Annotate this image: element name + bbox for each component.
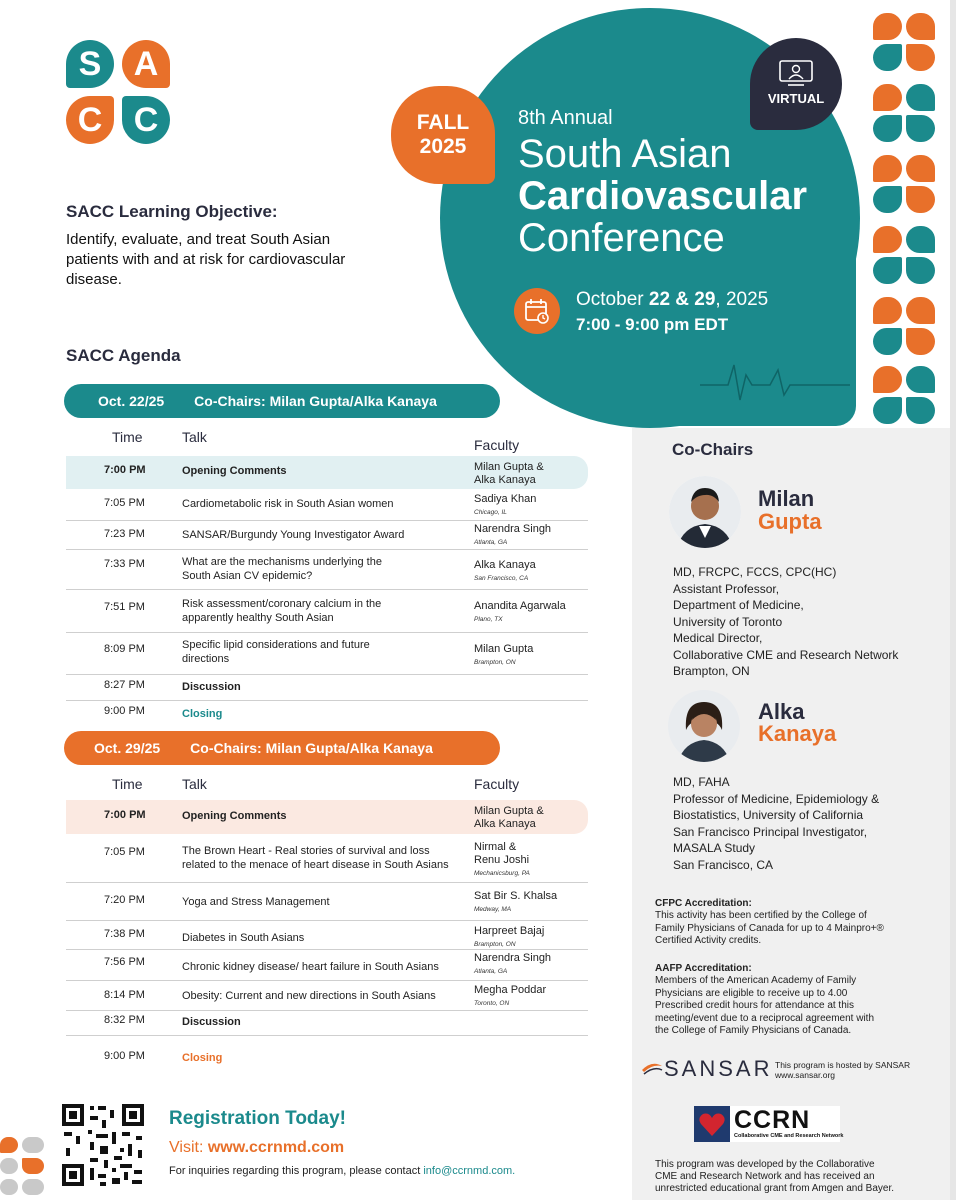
- email-link[interactable]: info@ccrnmd.com.: [423, 1165, 516, 1177]
- day1-time-header: Time: [112, 429, 143, 445]
- badge-season: FALL: [416, 111, 470, 134]
- row-time: 7:20 PM: [104, 894, 145, 906]
- bio-line: University of Toronto: [673, 614, 783, 629]
- row-talk: Diabetes in South Asians: [182, 932, 305, 944]
- sansar-note: [775, 1060, 910, 1080]
- aafp-line: Members of the American Academy of Family: [655, 975, 857, 987]
- cfpc-title: CFPC Accreditation:: [655, 898, 752, 909]
- row-faculty: [474, 559, 584, 585]
- aafp-accreditation: [655, 963, 945, 1037]
- aafp-title: AAFP Accreditation:: [655, 963, 752, 974]
- table-row: [66, 800, 588, 834]
- day1-talk-header: Talk: [182, 429, 207, 445]
- aafp-line: the College of Family Physicians of Canada.: [655, 1025, 852, 1037]
- faculty-name: Milan Gupta &: [474, 805, 544, 817]
- registration-link[interactable]: www.ccrnmd.com: [207, 1139, 345, 1156]
- row-time: 7:23 PM: [104, 528, 145, 540]
- registration-heading: Registration Today!: [169, 1108, 346, 1129]
- row-time: 7:51 PM: [104, 601, 145, 613]
- talk-line: South Asian CV epidemic?: [182, 570, 313, 582]
- day2-talk-header: Talk: [182, 776, 207, 792]
- row-time: 9:00 PM: [104, 705, 145, 717]
- ccrn-line: This program was developed by the Collaborative: [655, 1159, 875, 1170]
- talk-line: Specific lipid considerations and future: [182, 639, 370, 651]
- sansar-logo-text: SANSAR: [664, 1056, 773, 1081]
- faculty-location: Brampton, ON: [474, 941, 516, 948]
- day2-header: [64, 731, 500, 765]
- table-row: [66, 1048, 588, 1070]
- cfpc-accreditation: [655, 898, 945, 948]
- faculty-name: Renu Joshi: [474, 854, 530, 866]
- row-faculty: [474, 805, 584, 831]
- row-talk: Closing: [182, 708, 223, 720]
- row-talk: [182, 555, 462, 583]
- logo-tile-a: [122, 40, 170, 88]
- row-time: 7:00 PM: [104, 809, 146, 821]
- row-time: 7:05 PM: [104, 497, 145, 509]
- table-row: [66, 835, 588, 883]
- registration-visit: [169, 1139, 344, 1157]
- bio-line: Collaborative CME and Research Network: [673, 647, 899, 662]
- talk-line: Risk assessment/coronary calcium in the: [182, 598, 382, 610]
- cochairs-heading: Co-Chairs: [672, 440, 754, 459]
- conference-edition: 8th Annual: [518, 107, 613, 129]
- row-faculty: [474, 643, 584, 669]
- cochair-last-name: Kanaya: [758, 721, 837, 746]
- agenda-heading: SACC Agenda: [66, 346, 181, 365]
- faculty-name: Harpreet Bajaj: [474, 925, 545, 937]
- faculty-name: Narendra Singh: [474, 523, 552, 535]
- row-time: 8:32 PM: [104, 1014, 145, 1026]
- talk-line: related to the menace of heart disease in South Asians: [182, 859, 449, 871]
- cochair-bio: [673, 564, 898, 680]
- day1-date: Oct. 22/25: [98, 393, 165, 409]
- bio-line: Department of Medicine,: [673, 598, 804, 612]
- day1-header: [64, 384, 500, 418]
- row-time: 8:27 PM: [104, 679, 145, 691]
- date-days: 22 & 29: [648, 289, 716, 310]
- day2-faculty-header: Faculty: [474, 776, 520, 792]
- faculty-name: Alka Kanaya: [474, 818, 536, 830]
- row-faculty: [474, 984, 584, 1010]
- cochair-last-name: Gupta: [758, 509, 822, 534]
- row-talk: [182, 597, 462, 625]
- avatar: [669, 476, 741, 548]
- faculty-name: Sadiya Khan: [474, 493, 537, 505]
- aafp-line: Physicians are eligible to receive up to 4.00: [655, 987, 848, 999]
- conference-title-line1: South Asian: [518, 132, 732, 176]
- sansar-note-line: www.sansar.org: [775, 1070, 835, 1080]
- faculty-location: Medway, MA: [474, 906, 512, 913]
- ccrn-logo: [694, 1106, 844, 1142]
- bio-line: Professor of Medicine, Epidemiology &: [673, 791, 880, 806]
- row-faculty: [474, 523, 584, 549]
- calendar-icon: [514, 288, 560, 334]
- bio-line: Brampton, ON: [673, 664, 750, 678]
- talk-line: What are the mechanisms underlying the: [182, 556, 382, 568]
- bio-line: MASALA Study: [673, 841, 756, 855]
- sansar-swoosh-icon: [640, 1056, 664, 1078]
- bio-line: Biostatistics, University of California: [673, 808, 864, 822]
- sansar-note-line: This program is hosted by SANSAR: [775, 1060, 911, 1070]
- cochair-first-name: Alka: [758, 699, 805, 724]
- faculty-location: Toronto, ON: [474, 1000, 510, 1007]
- heartbeat-line-icon: [700, 355, 850, 405]
- date-year: , 2025: [715, 289, 769, 310]
- faculty-name: Milan Gupta: [474, 643, 534, 655]
- day1-faculty-header: Faculty: [474, 437, 520, 453]
- table-row: [66, 456, 588, 489]
- row-time: 7:38 PM: [104, 928, 145, 940]
- faculty-location: Atlanta, GA: [474, 539, 508, 546]
- cochair-first-name: Milan: [758, 486, 815, 511]
- row-talk: Discussion: [182, 681, 241, 693]
- qr-code[interactable]: [60, 1102, 146, 1188]
- day2-chairs: Co-Chairs: Milan Gupta/Alka Kanaya: [190, 740, 433, 756]
- row-faculty: [474, 925, 584, 951]
- talk-line: directions: [182, 653, 230, 665]
- conference-title-line3: Conference: [518, 216, 725, 260]
- row-talk: Opening Comments: [182, 465, 287, 477]
- ccrn-line: CME and Research Network and has received an: [655, 1171, 875, 1182]
- row-talk: Discussion: [182, 1016, 241, 1028]
- learning-objective-text: [66, 230, 345, 290]
- row-talk: [182, 638, 462, 666]
- virtual-badge: [750, 38, 842, 130]
- row-faculty: [474, 890, 584, 916]
- row-talk: SANSAR/Burgundy Young Investigator Award: [182, 529, 405, 541]
- objective-line: Identify, evaluate, and treat South Asian: [66, 231, 331, 248]
- table-row: [66, 981, 588, 1011]
- ccrn-heart-icon: [694, 1106, 730, 1142]
- row-talk: Obesity: Current and new directions in South Asians: [182, 990, 436, 1002]
- row-talk: Chronic kidney disease/ heart failure in South Asians: [182, 961, 439, 973]
- video-call-icon: [776, 58, 816, 88]
- badge-year: 2025: [419, 135, 467, 158]
- row-time: 7:33 PM: [104, 558, 145, 570]
- faculty-name: Sat Bir S. Khalsa: [474, 890, 558, 902]
- table-row: [66, 701, 588, 725]
- faculty-location: Chicago, IL: [474, 509, 507, 516]
- cfpc-line: Certified Activity credits.: [655, 935, 762, 947]
- visit-label: Visit:: [169, 1139, 208, 1156]
- talk-line: apparently healthy South Asian: [182, 612, 334, 624]
- faculty-location: San Francisco, CA: [474, 575, 529, 582]
- aafp-line: Prescribed credit hours for attendance at this: [655, 1000, 854, 1012]
- faculty-name: Anandita Agarwala: [474, 600, 566, 612]
- fall-2025-badge: [391, 86, 495, 184]
- faculty-location: Brampton, ON: [474, 659, 516, 666]
- table-row: [66, 883, 588, 921]
- logo-tile-c2: [122, 96, 170, 144]
- row-faculty: [474, 461, 584, 487]
- row-time: 7:00 PM: [104, 464, 146, 476]
- sansar-logo: [640, 1056, 772, 1082]
- row-time: 8:14 PM: [104, 989, 145, 1001]
- table-row: [66, 1011, 588, 1036]
- bio-line: San Francisco, CA: [673, 857, 774, 872]
- table-row: [66, 921, 588, 950]
- bio-line: Medical Director,: [673, 631, 763, 645]
- row-talk: Yoga and Stress Management: [182, 896, 330, 908]
- faculty-name: Alka Kanaya: [474, 559, 536, 571]
- ccrn-line: unrestricted educational grant from Amgen and Bayer.: [655, 1183, 895, 1194]
- faculty-location: Mechanicsburg, PA: [474, 870, 530, 877]
- logo-tile-s: [66, 40, 114, 88]
- faculty-name: Narendra Singh: [474, 952, 552, 964]
- table-row: [66, 550, 588, 590]
- conference-date: [576, 289, 768, 311]
- conference-title-line2: Cardiovascular: [518, 174, 808, 218]
- logo-letter: A: [133, 44, 159, 83]
- cfpc-line: This activity has been certified by the College of: [655, 910, 867, 922]
- row-talk: [182, 844, 472, 872]
- conference-time: 7:00 - 9:00 pm EDT: [576, 315, 729, 334]
- table-row: [66, 633, 588, 675]
- faculty-name: Milan Gupta &: [474, 461, 544, 473]
- row-time: 9:00 PM: [104, 1050, 145, 1062]
- objective-line: disease.: [66, 271, 122, 288]
- cochair-bio: [673, 774, 879, 873]
- table-row: [66, 521, 588, 550]
- faculty-name: Alka Kanaya: [474, 474, 536, 486]
- ccrn-subtitle: Collaborative CME and Research Network: [734, 1133, 844, 1139]
- row-talk: Opening Comments: [182, 810, 287, 822]
- row-time: 8:09 PM: [104, 643, 145, 655]
- faculty-name: Megha Poddar: [474, 984, 547, 996]
- row-talk: Cardiometabolic risk in South Asian women: [182, 498, 394, 510]
- ccrn-logo-text: CCRN: [734, 1106, 811, 1134]
- faculty-location: Atlanta, GA: [474, 968, 508, 975]
- row-talk: Closing: [182, 1052, 223, 1064]
- objective-line: patients with and at risk for cardiovascular: [66, 251, 346, 268]
- row-faculty: [474, 493, 584, 519]
- virtual-label: VIRTUAL: [767, 91, 825, 106]
- faculty-location: Plano, TX: [474, 616, 503, 623]
- row-faculty: [474, 600, 584, 626]
- row-time: 7:56 PM: [104, 956, 145, 968]
- row-faculty: [474, 841, 584, 880]
- bio-line: San Francisco Principal Investigator,: [673, 824, 868, 839]
- table-row: [66, 675, 588, 701]
- date-prefix: October: [576, 289, 649, 310]
- inquiry-text: [169, 1165, 515, 1177]
- learning-objective-heading: SACC Learning Objective:: [66, 202, 278, 221]
- inquiry-label: For inquiries regarding this program, please contact: [169, 1165, 424, 1177]
- logo-tile-c1: [66, 96, 114, 144]
- row-faculty: [474, 952, 584, 978]
- row-time: 7:05 PM: [104, 846, 145, 858]
- day2-date: Oct. 29/25: [94, 740, 161, 756]
- table-row: [66, 490, 588, 521]
- faculty-name: Nirmal &: [474, 841, 517, 853]
- logo-letter: C: [133, 100, 159, 139]
- logo-letter: S: [78, 44, 102, 83]
- table-row: [66, 590, 588, 633]
- ccrn-statement: [655, 1159, 894, 1195]
- table-row: [66, 950, 588, 981]
- cfpc-line: Family Physicians of Canada for up to 4 Mainpro+®: [655, 922, 884, 934]
- bio-line: MD, FAHA: [673, 775, 730, 789]
- day2-time-header: Time: [112, 776, 143, 792]
- bio-line: MD, FRCPC, FCCS, CPC(HC): [673, 565, 837, 579]
- aafp-line: meeting/event due to a reciprocal agreement with: [655, 1012, 875, 1024]
- avatar: [668, 690, 740, 762]
- logo-letter: C: [77, 100, 103, 139]
- day1-chairs: Co-Chairs: Milan Gupta/Alka Kanaya: [194, 393, 437, 409]
- talk-line: The Brown Heart - Real stories of survival and loss: [182, 845, 430, 857]
- bio-line: Assistant Professor,: [673, 581, 780, 596]
